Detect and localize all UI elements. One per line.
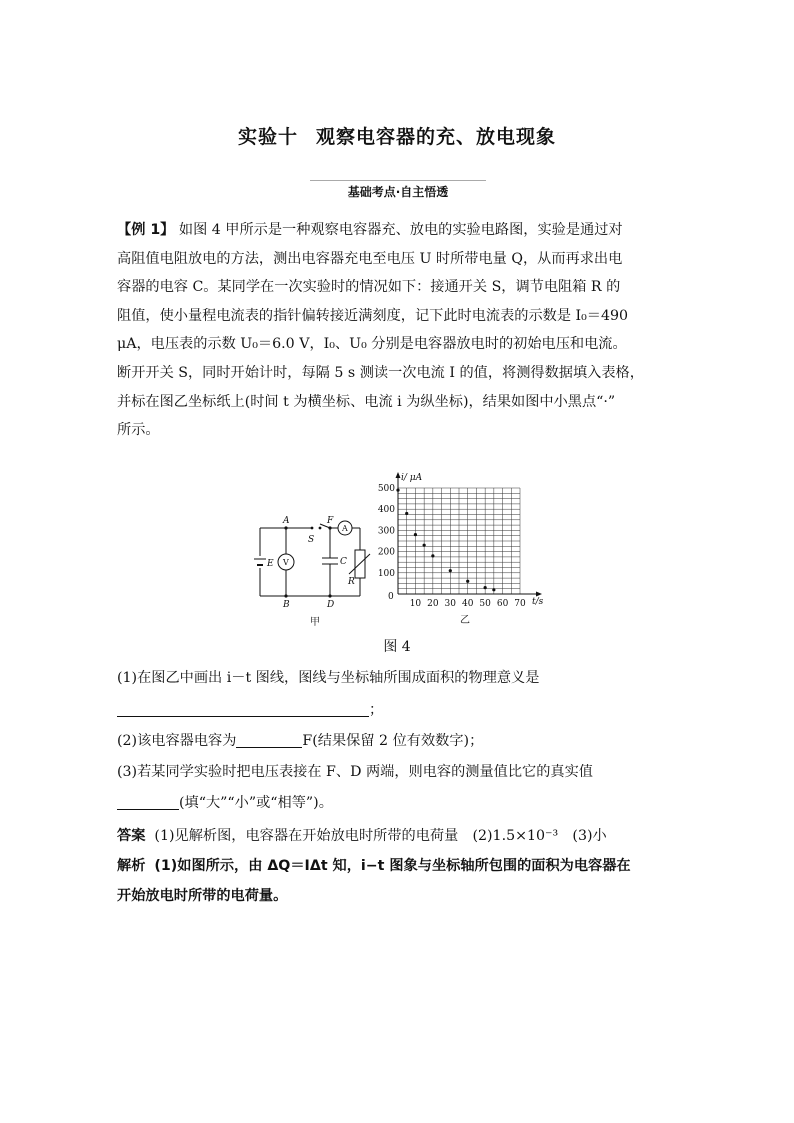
data-point xyxy=(396,489,399,492)
data-point xyxy=(431,554,434,557)
analysis-line-1: 解析 (1)如图所示，由 ΔQ＝IΔt 知，i−t 图象与坐标轴所包围的面积为电容器在 xyxy=(117,858,631,874)
y-tick-label: 500 xyxy=(377,484,395,494)
question-3: (3)若某同学实验时把电压表接在 F、D 两端，则电容的测量值比它的真实值 xyxy=(117,764,593,780)
x-tick-label: 30 xyxy=(444,599,457,609)
question-3-blank-line: (填“大”“小”或“相等”)。 xyxy=(117,789,679,817)
node-label-F: F xyxy=(327,516,334,526)
x-tick-label: 70 xyxy=(514,599,526,609)
y-tick-label: 100 xyxy=(377,568,395,579)
analysis-label: 解析 xyxy=(117,858,146,874)
example-line-3: 容器的电容 C。某同学在一次实验时的情况如下：接通开关 S，调节电阻箱 R 的 xyxy=(117,279,621,296)
x-tick-label: 60 xyxy=(496,599,509,609)
data-point xyxy=(423,544,426,547)
y-tick-label: 300 xyxy=(377,526,395,537)
answer-line xyxy=(117,822,679,850)
example-line-4: 阻值，使小量程电流表的指针偏转接近满刻度，记下此时电流表的示数是 I₀＝490 xyxy=(117,307,629,324)
x-tick-label: 40 xyxy=(461,599,474,609)
y-axis-arrow xyxy=(396,472,401,478)
chart-x-label: t/s xyxy=(532,597,544,607)
switch-label-S: S xyxy=(308,535,315,545)
example-paragraph xyxy=(117,216,679,445)
example-line-2: 高阻值电阻放电的方法，测出电容器充电至电压 U 时所带电量 Q，从而再求出电 xyxy=(117,250,623,267)
title-part-a: 实验十 xyxy=(237,126,298,148)
chart-caption: 乙 xyxy=(460,615,470,626)
example-line-7: 并标在图乙坐标纸上(时间 t 为横坐标、电流 i 为纵坐标)，结果如图中小黑点“·” xyxy=(117,393,616,410)
example-line-8: 所示。 xyxy=(117,422,160,439)
example-line-5: μA，电压表的示数 U₀＝6.0 V，I₀、U₀ 分别是电容器放电时的初始电压和电流。 xyxy=(117,336,627,353)
node-label-B: B xyxy=(283,600,290,610)
node-label-D: D xyxy=(327,600,335,610)
page-title xyxy=(0,122,794,149)
section-heading xyxy=(310,183,486,200)
data-point xyxy=(405,512,408,515)
answer-blank-1[interactable] xyxy=(117,700,369,717)
current-time-chart xyxy=(368,470,554,630)
data-point xyxy=(484,586,487,589)
title-part-b: 观察电容器的充、放电现象 xyxy=(316,126,557,148)
question-2: (2)该电容器电容为 F(结果保留 2 位有效数字)； xyxy=(117,733,484,749)
data-point xyxy=(466,580,469,583)
question-1-blank-line: ； xyxy=(117,696,679,724)
x-tick-label: 10 xyxy=(409,599,422,609)
x-tick-label: 50 xyxy=(479,599,491,609)
data-point xyxy=(414,533,417,536)
chart-y-label: i/ μA xyxy=(401,473,423,483)
y-tick-label: 400 xyxy=(377,505,395,516)
example-label: 【例 1】 xyxy=(117,222,175,238)
x-tick-label: 20 xyxy=(427,599,439,609)
node-label-A: A xyxy=(283,516,290,526)
answer-text: (1)见解析图，电容器在开始放电时所带的电荷量 (2)1.5×10⁻³ (3)小 xyxy=(154,828,607,844)
y-tick-label: 200 xyxy=(377,547,395,558)
circuit-caption: 甲 xyxy=(310,617,320,628)
answer-label: 答案 xyxy=(117,828,146,844)
chart-grid xyxy=(398,488,520,594)
chart-origin-label: 0 xyxy=(388,592,394,602)
data-point xyxy=(492,588,495,591)
ammeter-symbol: A xyxy=(342,524,348,533)
data-point xyxy=(449,569,452,572)
answer-blank-2[interactable] xyxy=(236,731,302,748)
question-1: (1)在图乙中画出 i－t 图线，图线与坐标轴所围成面积的物理意义是 xyxy=(117,670,540,686)
x-axis-arrow xyxy=(536,592,542,597)
battery-label-E: E xyxy=(267,559,274,569)
example-line-1: 【例 1】 如图 4 甲所示是一种观察电容器充、放电的实验电路图，实验是通过对 xyxy=(117,222,623,238)
example-line-6: 断开开关 S，同时开始计时，每隔 5 s 测读一次电流 I 的值，将测得数据填入表格， xyxy=(117,364,644,381)
analysis-line-2: 开始放电时所带的电荷量。 xyxy=(117,888,288,904)
figure-caption: 图 4 xyxy=(383,639,411,655)
answer-blank-3[interactable] xyxy=(117,793,179,810)
section-text: 基础考点·自主悟透 xyxy=(347,185,449,199)
voltmeter-symbol: V xyxy=(283,558,289,567)
circuit-diagram xyxy=(248,512,378,628)
capacitor-label-C: C xyxy=(340,557,347,567)
resistor-label-R: R xyxy=(348,577,355,587)
section-rule xyxy=(310,180,486,181)
